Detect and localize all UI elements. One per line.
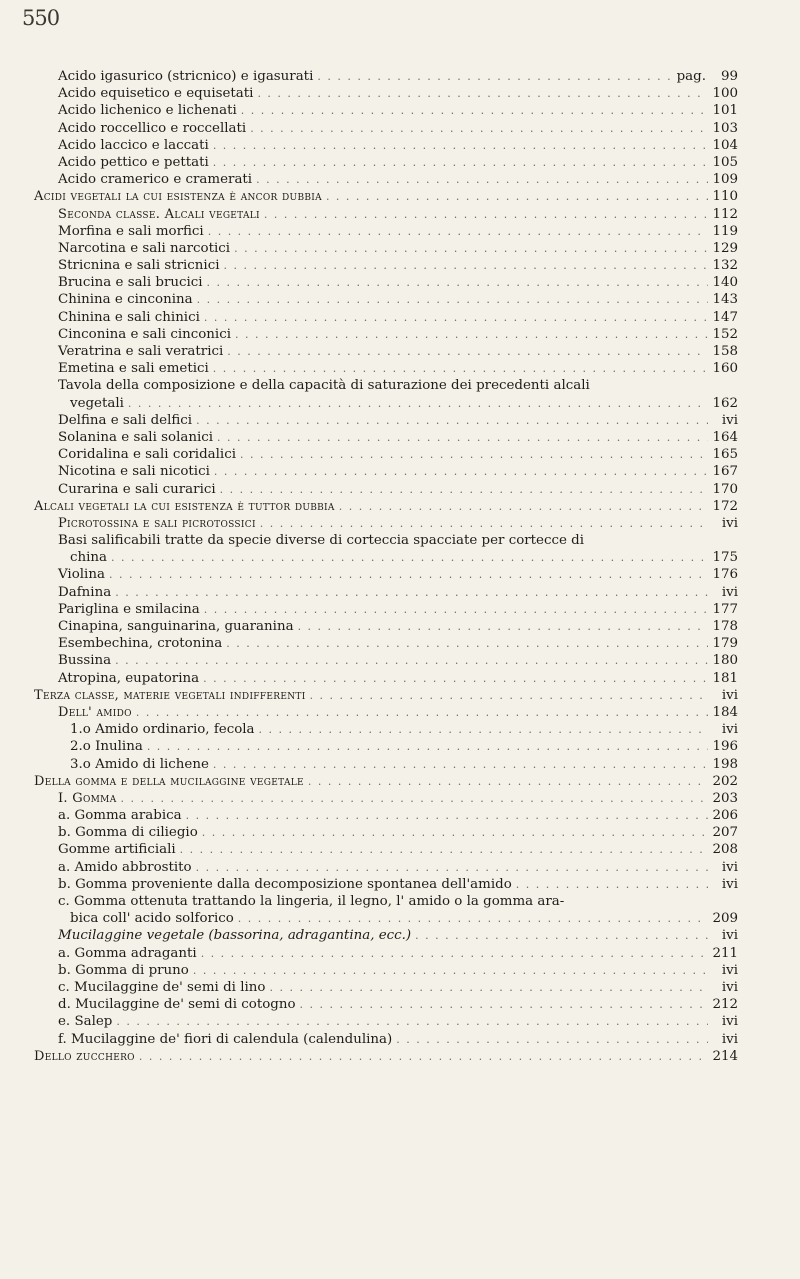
toc-entry [34,945,738,962]
dot-leader [308,773,708,790]
toc-entry [34,360,738,377]
toc-entry [34,481,738,498]
toc-entry-label: Cinapina, sanguinarina, guaranina [58,619,294,634]
toc-entry-page: 176 [712,567,738,583]
toc-entry [34,652,738,669]
toc-entry-label: Stricnina e sali stricnici [58,258,220,274]
toc-entry-label: Acido cramerico e cramerati [58,172,253,188]
toc-entry [34,463,738,480]
toc-entry-page: 207 [712,825,738,841]
dot-leader [226,635,708,652]
toc-entry [34,515,738,532]
toc-entry [34,704,738,721]
dot-leader [224,257,709,274]
dot-leader [300,996,708,1013]
dot-leader [201,945,708,962]
toc-entry-label: f. Mucilaggine de' fiori di calendula (calendulina) [58,1031,393,1047]
dot-leader [204,601,708,618]
toc-entry-label: Basi salificabili tratte da specie diverse di corteccia spacciate per cortecce di [58,533,585,549]
toc-entry [34,670,738,687]
toc-entry [34,309,738,326]
toc-entry-label: Acido pettico e pettati [58,154,209,170]
toc-entry-label: Cinconina e sali cinconici [58,326,231,342]
toc-entry-page: 175 [712,550,738,566]
toc-entry-label: Pariglina e smilacina [58,601,200,617]
dot-leader [196,859,708,876]
toc-entry [34,738,738,755]
toc-entry-page: 103 [712,120,738,136]
toc-entry-label: 1.o Amido ordinario, fecola [70,722,255,738]
toc-entry-label: Acido equisetico e equisetati [58,86,254,102]
toc-entry-label: 3.o Amido di lichene [70,756,209,772]
toc-entry-page: 100 [712,86,738,102]
toc-entry [34,927,738,944]
dot-leader [109,566,708,583]
toc-entry [34,618,738,635]
toc-entry-page: 152 [712,326,738,342]
toc-entry [34,85,738,102]
table-of-contents [34,68,738,1065]
toc-entry-page: 181 [712,670,738,686]
toc-entry [34,824,738,841]
toc-entry [34,687,738,704]
toc-entry [34,171,738,188]
toc-entry-page: 104 [712,137,738,153]
toc-entry-label: I. Gomma [58,790,117,806]
toc-entry [34,1048,738,1065]
toc-entry-label: Acido lichenico e lichenati [58,103,237,119]
toc-entry-page: 164 [712,429,738,445]
dot-leader [213,360,708,377]
toc-entry-page: 160 [712,361,738,377]
toc-entry-page: 208 [712,842,738,858]
toc-entry-page: ivi [721,876,738,892]
dot-leader [217,429,708,446]
dot-leader [207,274,708,291]
dot-leader [298,618,708,635]
dot-leader [197,291,708,308]
dot-leader [250,120,708,137]
toc-entry [34,188,738,205]
toc-entry [34,102,738,119]
toc-entry-label: 2.o Inulina [70,739,143,755]
toc-entry-page: 162 [712,395,738,411]
toc-entry-page: ivi [721,515,738,531]
toc-entry-label: Chinina e sali chinici [58,309,200,325]
toc-entry-label: Acido igasurico (stricnico) e igasurati [58,69,314,84]
dot-leader [186,807,708,824]
toc-entry-label: Nicotina e sali nicotici [58,464,210,480]
toc-entry-page: 109 [712,172,738,188]
dot-leader [259,721,708,738]
toc-entry-label: china [70,550,108,566]
toc-entry-page: ivi [721,584,738,600]
toc-entry-label: Della gomma e della mucilaggine vegetale [34,773,304,789]
dot-leader [257,85,708,102]
dot-leader [396,1031,708,1048]
toc-entry-page: 105 [712,154,738,170]
dot-leader [128,395,708,412]
dot-leader [213,137,708,154]
toc-entry-page: 179 [712,636,738,652]
dot-leader [136,704,708,721]
toc-entry [34,395,738,412]
dot-leader [203,670,708,687]
dot-leader [202,824,708,841]
toc-entry [34,274,738,291]
toc-entry-label: Tavola della composizione e della capacità di saturazione dei precedenti alcali [58,378,590,394]
toc-entry-page: 172 [712,498,738,514]
toc-entry-page: 203 [712,790,738,806]
toc-entry [34,291,738,308]
toc-entry [34,223,738,240]
dot-leader [196,412,708,429]
dot-leader [339,498,708,515]
toc-entry-label: Bussina [58,653,112,669]
toc-entry-page: 101 [712,103,738,119]
toc-entry-page: 214 [712,1048,738,1064]
toc-entry-label: Alcali vegetali la cui esistenza è tuttor dubbia [34,498,335,514]
toc-entry-page: 158 [712,344,738,359]
toc-entry-page: ivi [721,722,738,738]
toc-entry-page: 209 [712,911,738,927]
toc-entry [34,532,738,549]
toc-entry-page: 206 [712,808,738,824]
pag-label: pag. [676,69,706,84]
dot-leader [516,876,708,893]
toc-entry [34,566,738,583]
toc-entry-label: Veratrina e sali veratrici [58,344,224,359]
toc-entry-label: vegetali [70,395,124,411]
dot-leader [214,463,708,480]
toc-entry-label: Dello zucchero [34,1048,135,1064]
dot-leader [147,738,708,755]
toc-entry-page: ivi [721,687,738,703]
toc-entry-page: ivi [721,1031,738,1047]
toc-entry-page: 202 [712,773,738,789]
toc-entry-label: Dell' amido [58,704,132,720]
toc-entry-page: 198 [712,756,738,772]
toc-entry-label: Seconda classe. Alcali vegetali [58,206,260,222]
page-number: 550 [22,6,60,30]
toc-entry-page: 180 [712,653,738,669]
toc-entry [34,68,738,85]
toc-entry [34,137,738,154]
toc-entry [34,429,738,446]
toc-entry-label: b. Gomma di ciliegio [58,825,198,841]
toc-entry [34,1013,738,1030]
toc-entry-label: bica coll' acido solforico [70,911,234,927]
toc-entry-label: Narcotina e sali narcotici [58,240,231,256]
dot-leader [234,240,708,257]
toc-entry-label: Dafnina [58,584,112,600]
toc-entry-page: 196 [712,739,738,755]
toc-entry [34,206,738,223]
toc-entry-page: 165 [712,447,738,463]
toc-entry-label: c. Gomma ottenuta trattando la lingeria, il legno, l' amido o la gomma ara- [58,894,565,909]
toc-entry-label: Solanina e sali solanici [58,429,214,445]
toc-entry-page: ivi [721,928,738,944]
dot-leader [220,481,708,498]
toc-entry [34,841,738,858]
toc-entry-page: 143 [712,292,738,308]
toc-entry-label: b. Gomma di pruno [58,962,189,978]
dot-leader [208,223,708,240]
dot-leader [415,927,708,944]
toc-entry [34,549,738,566]
toc-entry-page: 211 [712,945,738,961]
toc-entry-page: ivi [721,962,738,978]
toc-entry-label: Acido roccellico e roccellati [58,120,247,136]
toc-entry-page: 184 [712,704,738,720]
dot-leader [213,756,708,773]
toc-entry-label: c. Mucilaggine de' semi di lino [58,979,266,995]
toc-entry [34,154,738,171]
toc-entry [34,859,738,876]
toc-entry [34,979,738,996]
dot-leader [121,790,709,807]
toc-entry [34,412,738,429]
toc-entry-label: Curarina e sali curarici [58,481,216,497]
dot-leader [227,343,708,360]
toc-entry [34,635,738,652]
toc-entry-page: 129 [712,240,738,256]
toc-entry-label: Acidi vegetali la cui esistenza è ancor dubbia [34,189,322,205]
toc-entry [34,910,738,927]
toc-entry-page: 170 [712,481,738,497]
toc-entry [34,584,738,601]
toc-entry [34,377,738,394]
toc-entry [34,962,738,979]
toc-entry-page: 112 [712,206,738,222]
dot-leader [115,652,708,669]
dot-leader [240,446,708,463]
toc-entry-label: Picrotossina e sali picrotossici [58,515,256,531]
toc-entry [34,257,738,274]
toc-entry-label: Violina [58,567,105,583]
toc-entry [34,893,738,910]
toc-entry-label: Emetina e sali emetici [58,361,209,377]
toc-entry-label: Acido laccico e laccati [58,137,209,153]
toc-entry-page: 212 [712,997,738,1013]
toc-entry [34,601,738,618]
toc-entry-page: 147 [712,309,738,325]
dot-leader [256,171,708,188]
toc-entry [34,807,738,824]
toc-entry-page: 132 [712,258,738,274]
toc-entry-label: b. Gomma proveniente dalla decomposizione spontanea dell'amido [58,876,512,892]
toc-entry-page: 119 [712,223,738,239]
dot-leader [115,584,708,601]
dot-leader [139,1048,708,1065]
toc-entry-page: 178 [712,619,738,634]
toc-entry-label: a. Gomma adraganti [58,945,197,961]
dot-leader [111,549,708,566]
toc-entry-label: Chinina e cinconina [58,292,193,308]
toc-entry [34,120,738,137]
toc-entry-page: 110 [712,189,738,205]
toc-entry [34,876,738,893]
toc-entry-page: 99 [720,69,738,84]
toc-entry-label: a. Gomma arabica [58,808,182,824]
toc-entry-label: Atropina, eupatorina [58,670,200,686]
toc-entry-label: Mucilaggine vegetale (bassorina, adragantina, ecc.) [58,928,412,944]
dot-leader [238,910,708,927]
dot-leader [241,102,708,119]
toc-entry-label: Terza classe, materie vegetali indifferenti [34,687,306,703]
dot-leader [193,962,708,979]
dot-leader [204,309,708,326]
dot-leader [180,841,708,858]
toc-entry-page: ivi [721,859,738,875]
toc-entry-page: ivi [721,1014,738,1030]
toc-entry [34,240,738,257]
dot-leader [310,687,708,704]
toc-entry [34,498,738,515]
toc-entry-label: Coridalina e sali coridalici [58,447,236,463]
dot-leader [326,188,708,205]
dot-leader [269,979,708,996]
toc-entry [34,756,738,773]
toc-entry [34,343,738,360]
dot-leader [235,326,708,343]
toc-entry-label: Morfina e sali morfici [58,223,204,239]
toc-entry-label: e. Salep [58,1014,113,1030]
toc-entry-label: Brucina e sali brucici [58,275,203,291]
dot-leader [260,515,708,532]
dot-leader [116,1013,708,1030]
toc-entry-page: ivi [721,412,738,428]
toc-entry [34,773,738,790]
toc-entry [34,790,738,807]
toc-entry [34,446,738,463]
dot-leader [317,68,672,85]
toc-entry [34,326,738,343]
dot-leader [264,206,708,223]
toc-entry-label: Delfina e sali delfici [58,412,193,428]
dot-leader [213,154,708,171]
toc-entry-page: 167 [712,464,738,480]
toc-entry-page: ivi [721,979,738,995]
toc-entry-label: Esembechina, crotonina [58,636,223,652]
toc-entry-label: a. Amido abbrostito [58,859,192,875]
toc-entry [34,721,738,738]
toc-entry-label: Gomme artificiali [58,842,176,858]
toc-entry [34,1031,738,1048]
toc-entry-page: 140 [712,275,738,291]
toc-entry-label: d. Mucilaggine de' semi di cotogno [58,997,296,1013]
toc-entry [34,996,738,1013]
toc-entry-page: 177 [712,601,738,617]
